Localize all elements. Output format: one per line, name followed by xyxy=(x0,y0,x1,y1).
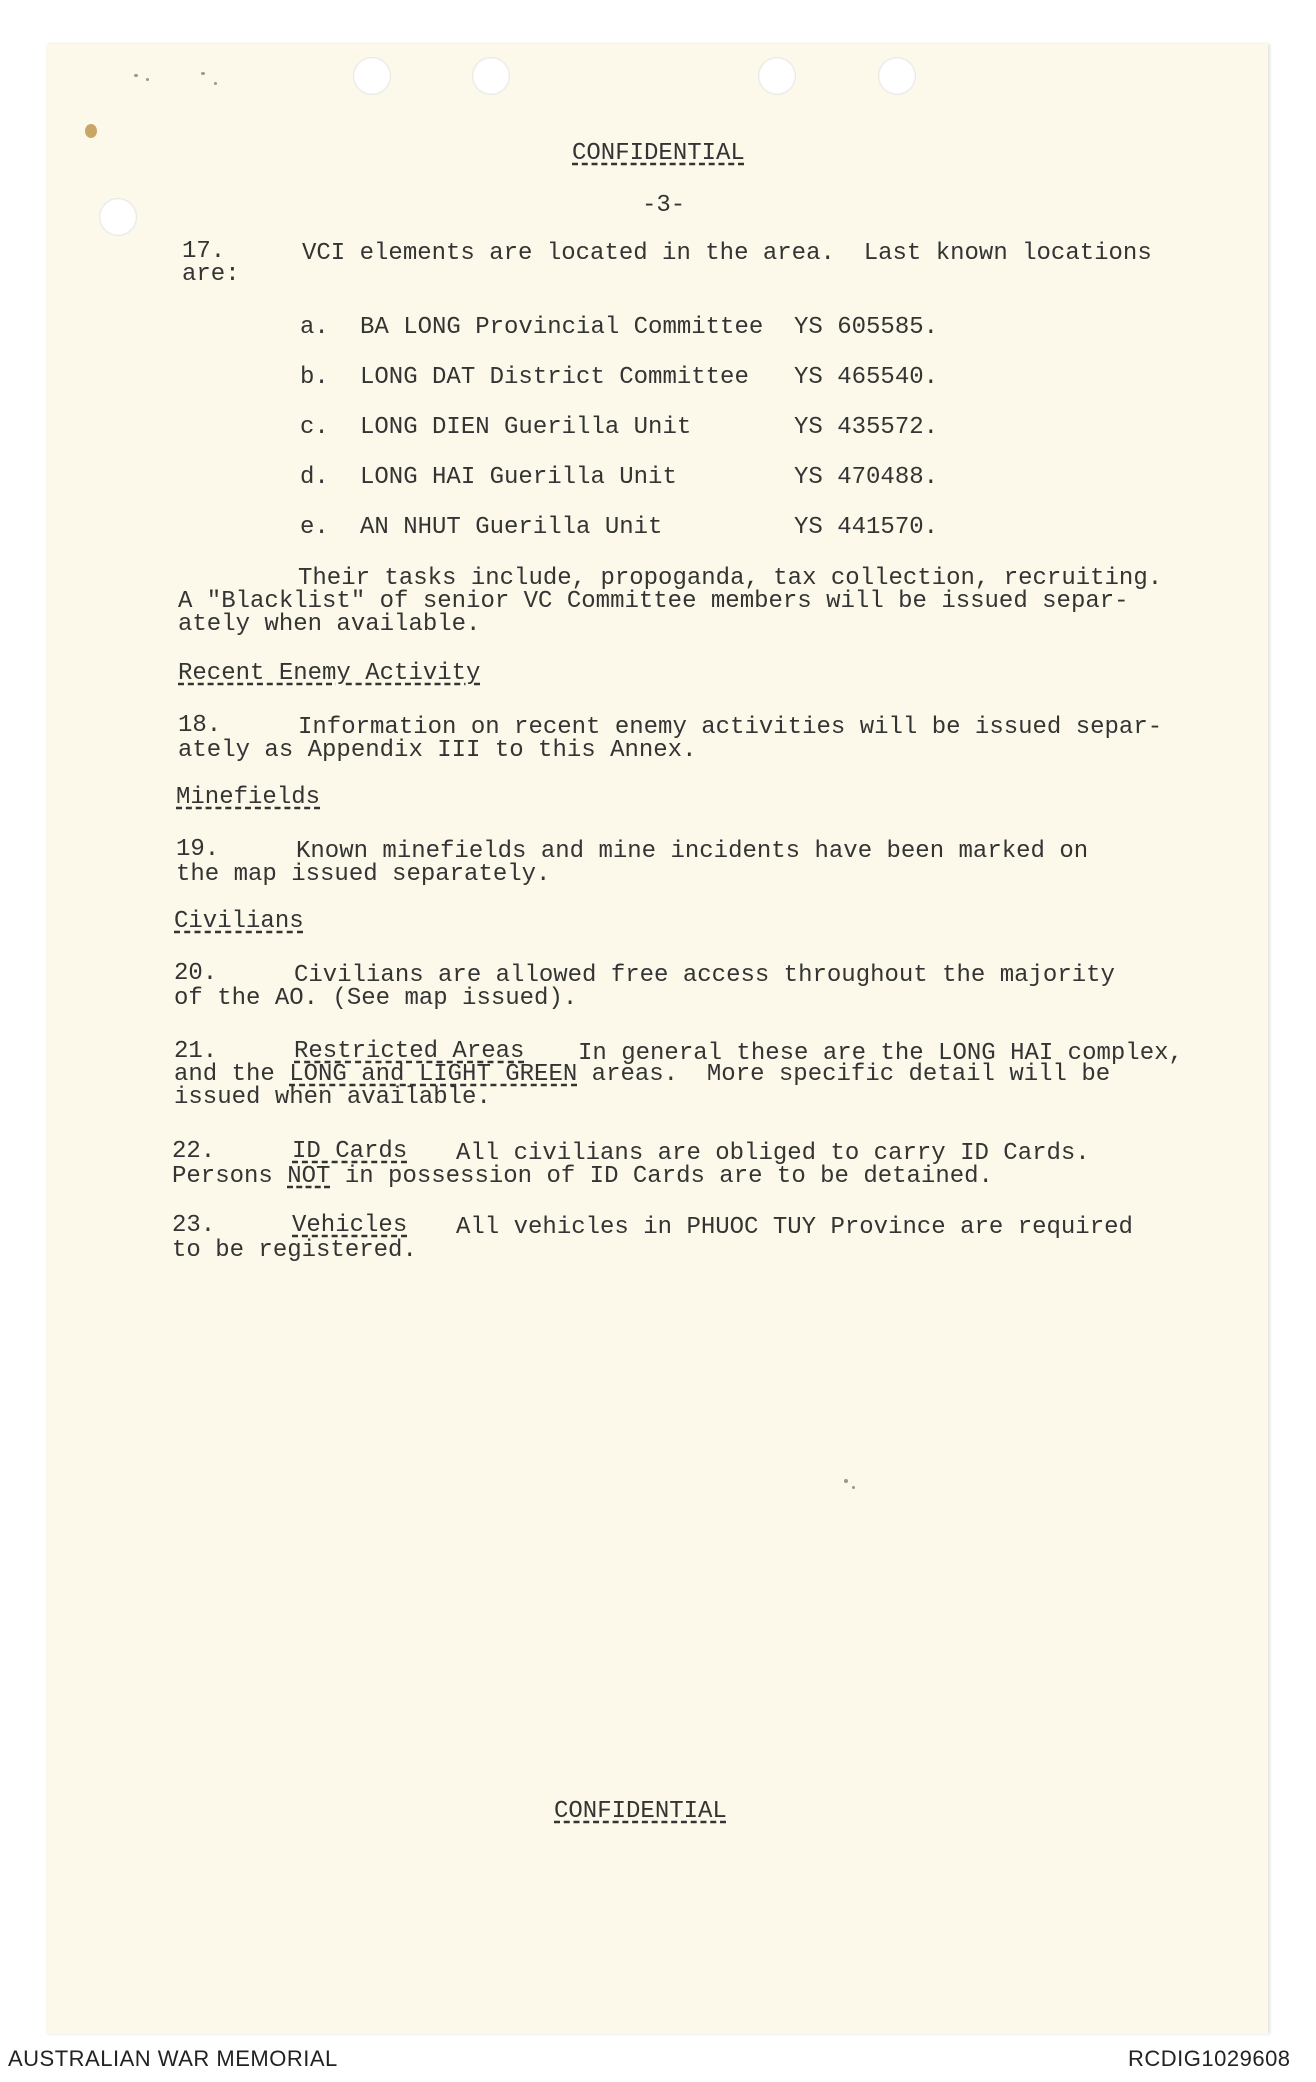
section-heading-recent-activity: Recent Enemy Activity xyxy=(178,660,481,687)
list-item-letter: c. xyxy=(300,414,329,441)
para-21-text-segment: and the xyxy=(174,1061,290,1088)
list-item-grid: YS 465540. xyxy=(794,364,939,391)
list-item-letter: e. xyxy=(300,514,329,541)
classification-header: CONFIDENTIAL xyxy=(572,140,745,167)
punch-hole xyxy=(878,57,916,95)
list-item-name: BA LONG Provincial Committee xyxy=(360,314,764,341)
para-21-underlined-areas: LONG and LIGHT GREEN xyxy=(289,1061,578,1088)
para-22-text-segment: Persons xyxy=(172,1163,288,1190)
para-22-underlined-not: NOT xyxy=(287,1163,331,1190)
punch-hole xyxy=(99,198,137,236)
para-19-number: 19. xyxy=(176,836,220,863)
para-19-text: Known minefields and mine incidents have been marked on xyxy=(296,838,1089,865)
list-item-letter: b. xyxy=(300,364,329,391)
para-20-number: 20. xyxy=(174,960,218,987)
stain-mark xyxy=(85,124,97,138)
classification-footer: CONFIDENTIAL xyxy=(554,1798,727,1825)
para-21-title: Restricted Areas xyxy=(294,1038,525,1065)
page-number: -3- xyxy=(642,192,686,219)
para-19-text: the map issued separately. xyxy=(176,861,551,888)
para-20-text: Civilians are allowed free access throughout the majority xyxy=(294,962,1115,989)
section-heading-civilians: Civilians xyxy=(174,908,304,935)
para-23-title: Vehicles xyxy=(292,1212,408,1239)
para-23-text: All vehicles in PHUOC TUY Province are required xyxy=(456,1214,1133,1241)
para-23-text: to be registered. xyxy=(172,1237,417,1264)
list-item-name: LONG HAI Guerilla Unit xyxy=(360,464,677,491)
section-heading-minefields: Minefields xyxy=(176,784,321,811)
archive-reference: RCDIG1029608 xyxy=(1128,2046,1291,2071)
para-21-number: 21. xyxy=(174,1038,218,1065)
dust-speck xyxy=(146,78,149,81)
para-22-text: All civilians are obliged to carry ID Cards. xyxy=(456,1140,1090,1167)
list-item-grid: YS 435572. xyxy=(794,414,939,441)
para-22-title: ID Cards xyxy=(292,1138,408,1165)
para-21-text xyxy=(174,1063,1110,1086)
para-21-text-segment: areas. More specific detail will be xyxy=(577,1061,1111,1088)
list-item-name: LONG DIEN Guerilla Unit xyxy=(360,414,692,441)
list-item-grid: YS 441570. xyxy=(794,514,939,541)
para-22-text xyxy=(172,1165,993,1188)
para-17-number: 17. xyxy=(182,238,226,265)
para-17-tasks: Their tasks include, propoganda, tax collection, recruiting. xyxy=(298,565,1163,592)
para-17-text: are: xyxy=(182,261,240,288)
para-22-number: 22. xyxy=(172,1138,216,1165)
para-17-tasks: A "Blacklist" of senior VC Committee members will be issued separ- xyxy=(178,588,1129,615)
punch-hole xyxy=(353,57,391,95)
dust-speck xyxy=(214,82,217,85)
para-21-text: issued when available. xyxy=(174,1084,491,1111)
dust-speck xyxy=(844,1479,848,1483)
list-item-grid: YS 605585. xyxy=(794,314,939,341)
punch-hole xyxy=(758,57,796,95)
para-18-text: ately as Appendix III to this Annex. xyxy=(178,737,697,764)
para-17-text: VCI elements are located in the area. Last known locations xyxy=(302,240,1152,267)
list-item-name: AN NHUT Guerilla Unit xyxy=(360,514,663,541)
list-item-letter: a. xyxy=(300,314,329,341)
dust-speck xyxy=(852,1486,855,1489)
para-23-number: 23. xyxy=(172,1212,216,1239)
para-17-tasks: ately when available. xyxy=(178,611,481,638)
list-item-name: LONG DAT District Committee xyxy=(360,364,749,391)
para-18-number: 18. xyxy=(178,712,222,739)
dust-speck xyxy=(134,74,138,77)
para-20-text: of the AO. (See map issued). xyxy=(174,985,578,1012)
document-sheet xyxy=(46,44,1268,2034)
para-21-text: In general these are the LONG HAI complex, xyxy=(578,1040,1183,1067)
list-item-letter: d. xyxy=(300,464,329,491)
para-22-text-segment: in possession of ID Cards are to be detained. xyxy=(330,1163,993,1190)
archive-credit: AUSTRALIAN WAR MEMORIAL xyxy=(8,2046,338,2071)
dust-speck xyxy=(201,72,205,75)
para-18-text: Information on recent enemy activities will be issued separ- xyxy=(298,714,1163,741)
punch-hole xyxy=(472,57,510,95)
list-item-grid: YS 470488. xyxy=(794,464,939,491)
